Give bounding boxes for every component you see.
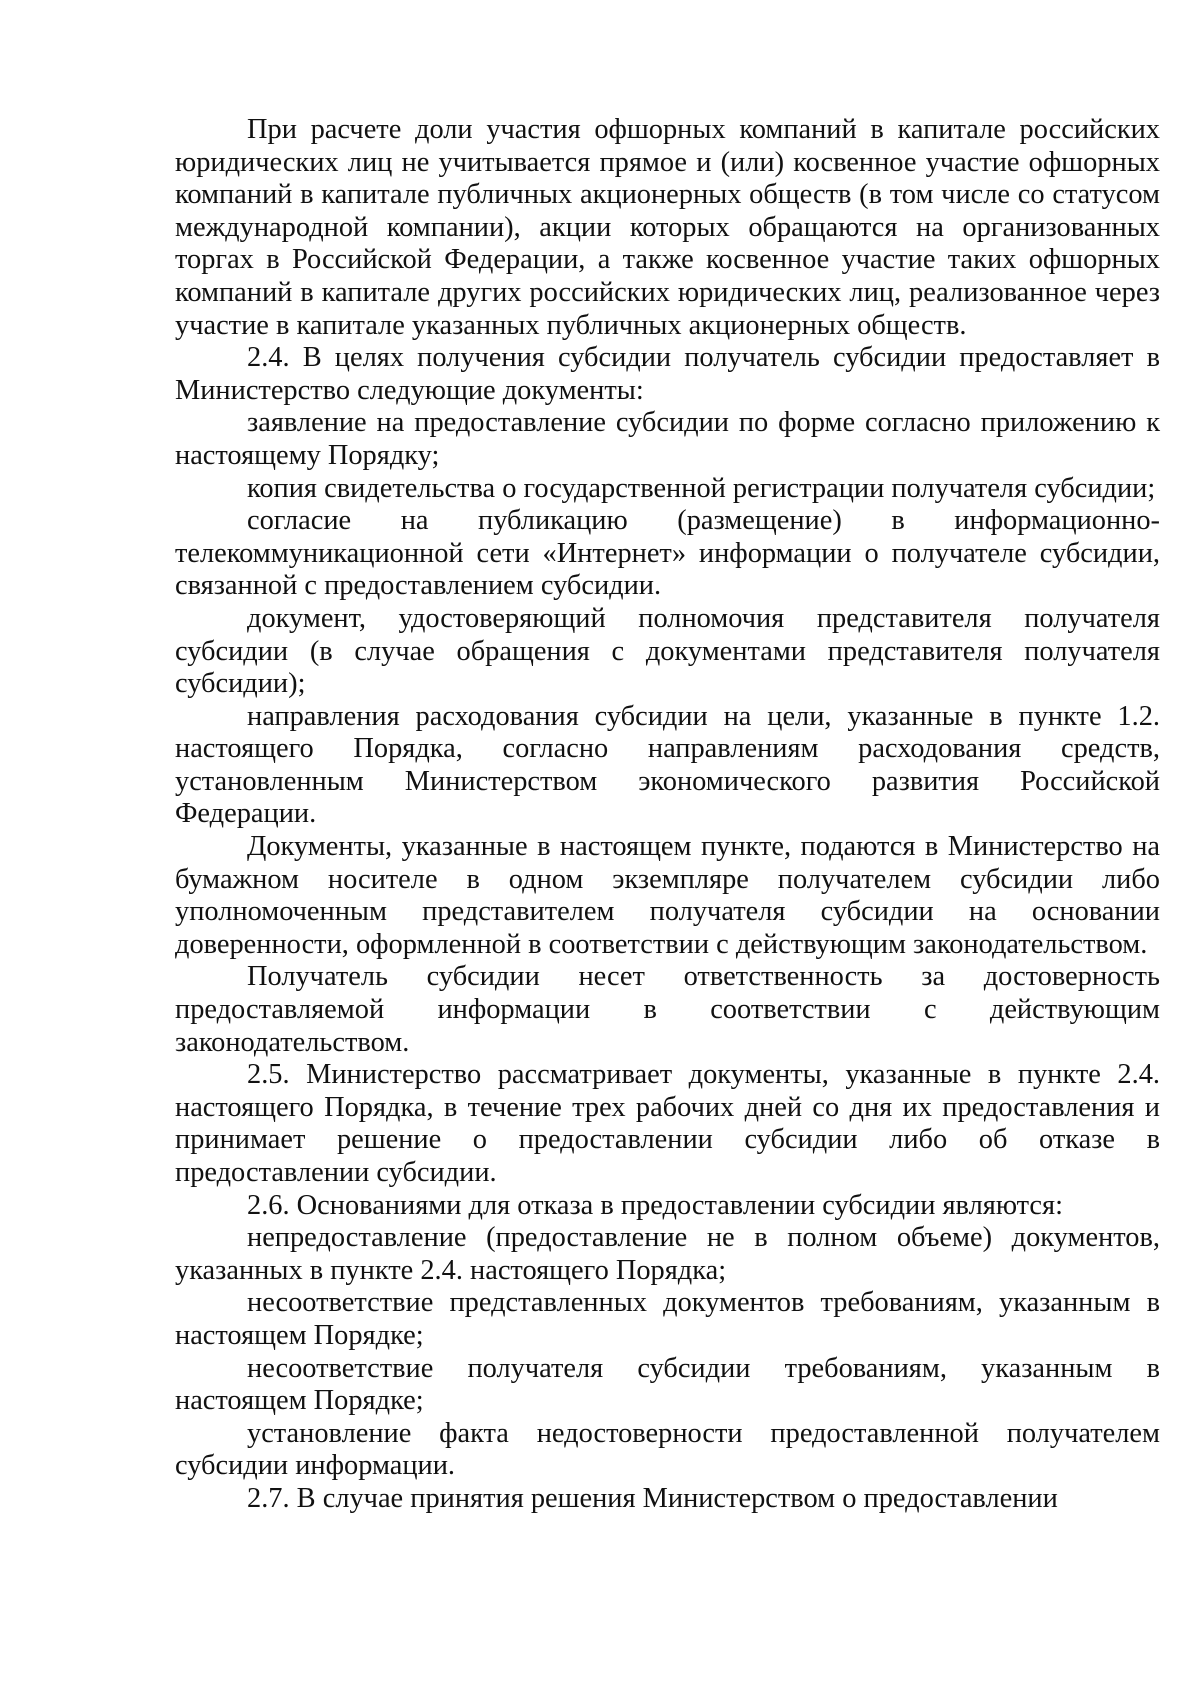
paragraph-2-4: 2.4. В целях получения субсидии получатель субсидии предоставляет в Министерство следующие документы:: [175, 342, 1160, 406]
paragraph-incomplete-documents: непредоставление (предоставление не в полном объеме) документов, указанных в пункте 2.4. настоящего Порядка;: [175, 1222, 1160, 1286]
paragraph-2-6: 2.6. Основаниями для отказа в предоставлении субсидии являются:: [247, 1189, 1063, 1221]
paragraph-application: заявление на предоставление субсидии по форме согласно приложению к настоящему Порядку;: [175, 407, 1160, 471]
paragraph-responsibility: Получатель субсидии несет ответственность за достоверность предоставляемой информации в соответствии с действующим законодательством.: [175, 961, 1160, 1058]
paragraph-recipient-mismatch: несоответствие получателя субсидии требованиям, указанным в настоящем Порядке;: [175, 1352, 1160, 1417]
paragraph-submission: Документы, указанные в настоящем пункте, подаются в Министерство на бумажном носителе в одном экземпляре получателем субсидии либо уполномоченным представителем получателя субсидии на основании доверенности, оформленной в соответствии с действующим законодательством.: [175, 831, 1160, 960]
paragraph-publication-consent: согласие на публикацию (размещение) в информационно-телекоммуникационной сети «Интернет» информации о получателе субсидии, связанной с предоставлением субсидии.: [175, 505, 1160, 602]
paragraph-2-7: 2.7. В случае принятия решения Министерством о предоставлении: [247, 1482, 1058, 1514]
paragraph-document-mismatch: несоответствие представленных документов требованиям, указанным в настоящем Порядке;: [175, 1287, 1160, 1351]
document-body: [175, 114, 1160, 1516]
paragraph-offshore-participation: При расчете доли участия офшорных компаний в капитале российских юридических лиц не учитывается прямое и (или) косвенное участие офшорных компаний в капитале публичных акционерных обществ (в том числе со статусом международной компании), акции которых обращаются на организованных торгах в Российской Федерации, а также косвенное участие таких офшорных компаний в капитале других российских юридических лиц, реализованное через участие в капитале указанных публичных акционерных обществ.: [175, 114, 1160, 341]
paragraph-2-5: 2.5. Министерство рассматривает документы, указанные в пункте 2.4. настоящего Порядка, в течение трех рабочих дней со дня их предоставления и принимает решение о предоставлении субсидии либо об отказе в предоставлении субсидии.: [175, 1059, 1160, 1188]
paragraph-registration-copy: копия свидетельства о государственной регистрации получателя субсидии;: [247, 472, 1156, 504]
paragraph-false-information: установление факта недостоверности предоставленной получателем субсидии информации.: [175, 1417, 1160, 1482]
paragraph-authority-document: документ, удостоверяющий полномочия представителя получателя субсидии (в случае обращения с документами представителя получателя субсидии);: [175, 602, 1160, 700]
paragraph-spending-directions: направления расходования субсидии на цели, указанные в пункте 1.2. настоящего Порядка, согласно направлениям расходования средств, установленным Министерством экономического развития Российской Федерации.: [175, 700, 1160, 830]
